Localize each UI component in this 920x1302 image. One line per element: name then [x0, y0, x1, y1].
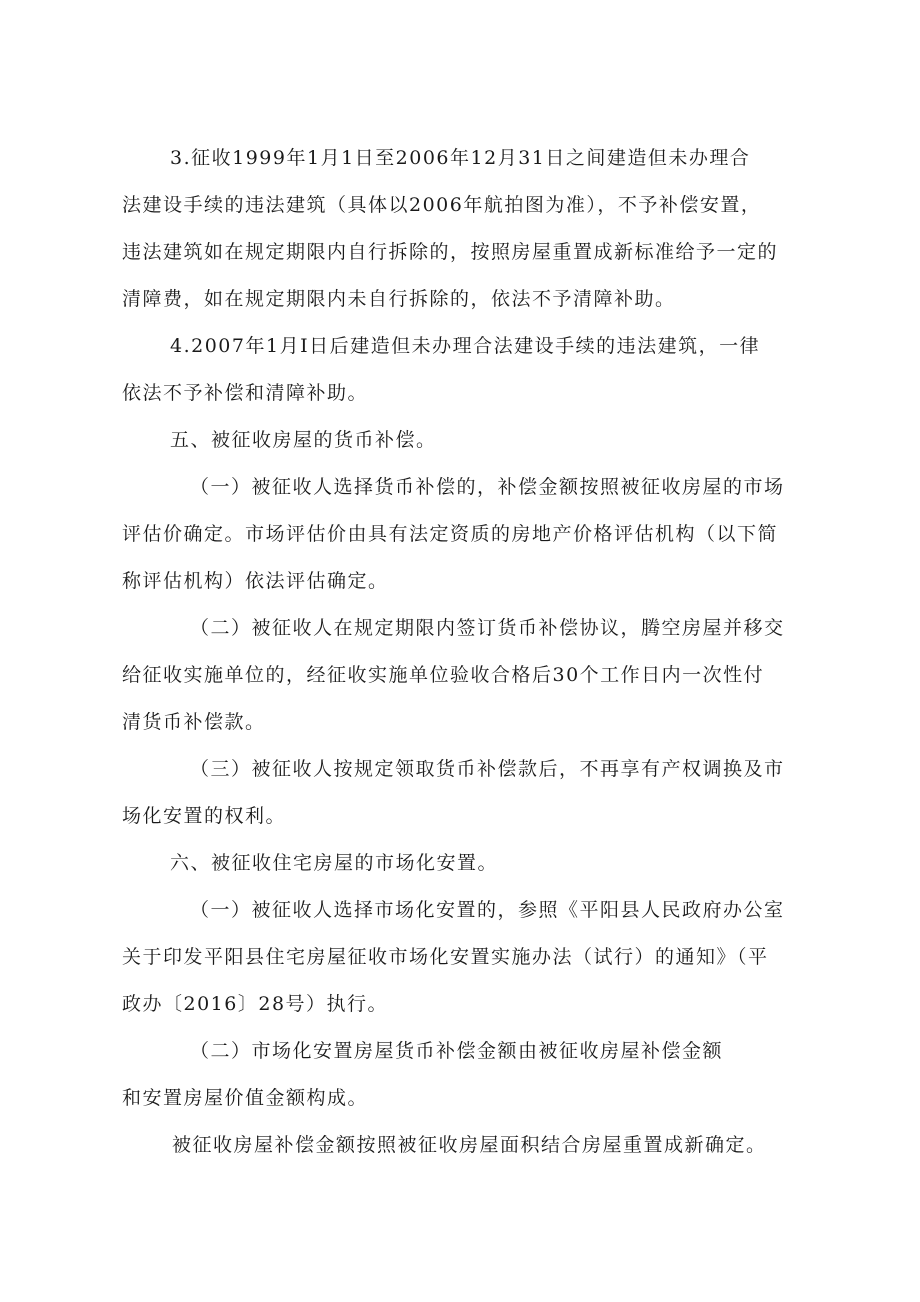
paragraph-line: 场化安置的权利。 — [122, 805, 287, 827]
section-heading: 六、被征收住宅房屋的市场化安置。 — [170, 852, 499, 874]
paragraph-line: 清货币补偿款。 — [122, 711, 266, 733]
paragraph-line: 4.2007年1月I日后建造但未办理合法建设手续的违法建筑，一律 — [170, 335, 761, 357]
paragraph-line: 依法不予补偿和清障补助。 — [122, 382, 369, 404]
paragraph-line: （一）被征收人选择货币补偿的，补偿金额按照被征收房屋的市场 — [190, 476, 785, 498]
paragraph-line: 政办〔2016〕28号）执行。 — [122, 993, 389, 1015]
paragraph-line: （一）被征收人选择市场化安置的，参照《平阳县人民政府办公室 — [190, 899, 785, 921]
paragraph-line: （三）被征收人按规定领取货币补偿款后，不再享有产权调换及市 — [190, 758, 785, 780]
paragraph-line: 清障费，如在规定期限内未自行拆除的，依法不予清障补助。 — [122, 288, 676, 310]
paragraph-line: 和安置房屋价值金额构成。 — [122, 1087, 369, 1109]
paragraph-line: 称评估机构）依法评估确定。 — [122, 570, 389, 592]
paragraph-line: 违法建筑如在规定期限内自行拆除的，按照房屋重置成新标准给予一定的 — [122, 241, 779, 263]
paragraph-line: 被征收房屋补偿金额按照被征收房屋面积结合房屋重置成新确定。 — [172, 1134, 767, 1156]
paragraph-line: 评估价确定。市场评估价由具有法定资质的房地产价格评估机构（以下简 — [122, 523, 779, 545]
paragraph-line: （二）被征收人在规定期限内签订货币补偿协议，腾空房屋并移交 — [190, 617, 785, 639]
paragraph-line: 法建设手续的违法建筑（具体以2006年航拍图为准），不予补偿安置， — [122, 194, 762, 216]
paragraph-line: 关于印发平阳县住宅房屋征收市场化安置实施办法（试行）的通知》（平 — [122, 946, 769, 968]
section-heading: 五、被征收房屋的货币补偿。 — [170, 429, 437, 451]
paragraph-line: 3.征收1999年1月1日至2006年12月31日之间建造但未办理合 — [170, 147, 751, 169]
paragraph-line: （二）市场化安置房屋货币补偿金额由被征收房屋补偿金额 — [190, 1040, 724, 1062]
paragraph-line: 给征收实施单位的，经征收实施单位验收合格后30个工作日内一次性付 — [122, 664, 765, 686]
